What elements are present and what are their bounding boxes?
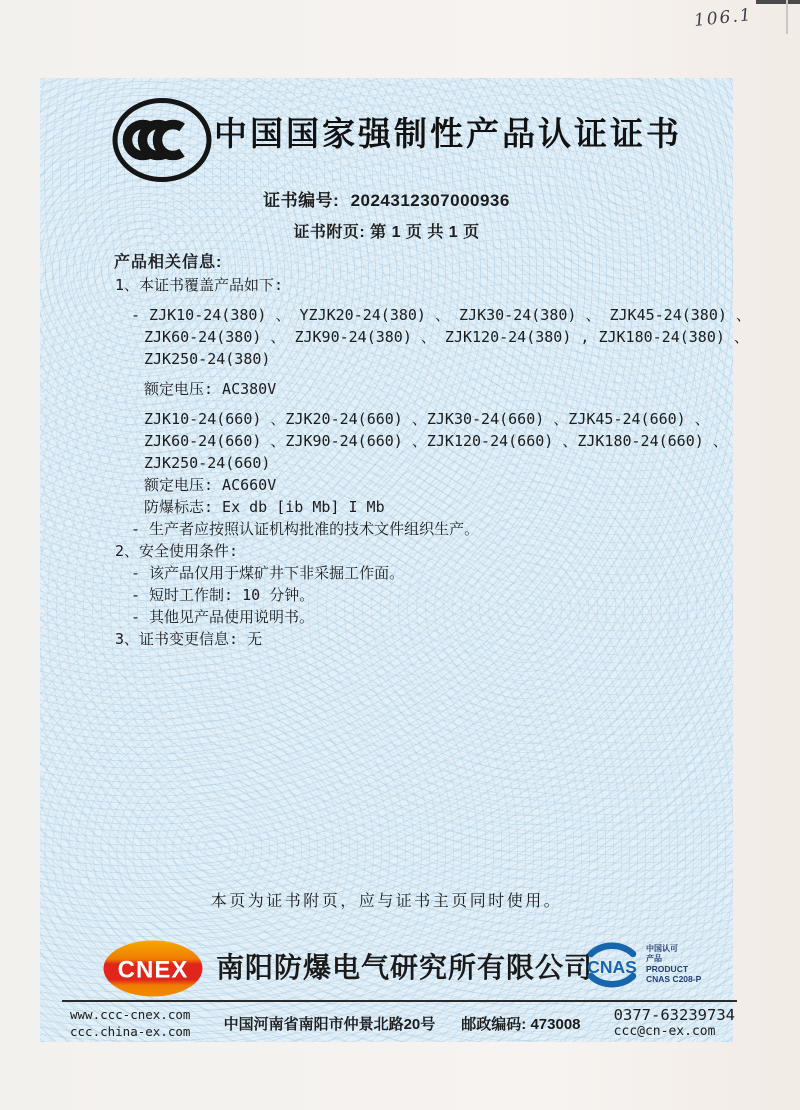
handwritten-note: 106.1 <box>693 4 754 32</box>
cnas-side-line: 中国认可 <box>646 944 678 953</box>
website-list <box>62 1006 190 1040</box>
attachment-page-label: 证书附页: <box>293 224 366 241</box>
certificate-number-value: 2024312307000936 <box>350 191 510 210</box>
company-address: 中国河南省南阳市仲景北路20号 <box>223 1015 436 1033</box>
info-line: 3、证书变更信息: 无 <box>115 630 263 648</box>
info-line: - 该产品仅用于煤矿井下非采掘工作面。 <box>131 564 405 582</box>
cnas-side-line: PRODUCT <box>646 964 689 974</box>
email-address: ccc@cn-ex.com <box>613 1024 716 1039</box>
certificate-number-label: 证书编号: <box>263 191 340 210</box>
info-line: - 其他见产品使用说明书。 <box>131 608 315 626</box>
footer-notice: 本页为证书附页，应与证书主页同时使用。 <box>210 891 563 910</box>
info-line: - 短时工作制: 10 分钟。 <box>131 586 315 604</box>
info-line: 防爆标志: Ex db [ib Mb] I Mb <box>144 498 385 516</box>
cnas-logo-icon <box>581 936 643 994</box>
info-line: ZJK250-24(380) <box>144 350 271 368</box>
section-title: 产品相关信息: <box>114 254 223 271</box>
website-url: www.ccc-cnex.com <box>70 1007 191 1022</box>
info-line: ZJK60-24(660) 、ZJK90-24(660) 、ZJK120-24(660) 、ZJK180-24(660) 、 <box>144 432 728 450</box>
info-line: - 生产者应按照认证机构批准的技术文件组织生产。 <box>131 520 480 538</box>
company-name: 南阳防爆电气研究所有限公司 <box>216 952 594 983</box>
certificate-number-line <box>40 186 733 211</box>
cnas-side-text <box>646 936 701 984</box>
scan-edge-line <box>786 0 788 34</box>
info-line: ZJK60-24(380) 、 ZJK90-24(380) 、 ZJK120-24(380) , ZJK180-24(380) 、 <box>144 328 749 346</box>
info-line: 额定电压: AC660V <box>144 476 277 494</box>
footer-divider <box>62 1000 737 1002</box>
info-line: 2、安全使用条件: <box>115 542 239 560</box>
phone-email-block <box>614 1006 737 1040</box>
certificate-title: 中国国家强制性产品认证证书 <box>214 115 682 152</box>
certificate-panel <box>40 78 751 1042</box>
info-line: 额定电压: AC380V <box>144 380 277 398</box>
contact-row <box>62 1005 737 1041</box>
info-line: - ZJK10-24(380) 、 YZJK20-24(380) 、 ZJK30-24(380) 、 ZJK45-24(380) 、 <box>131 306 751 324</box>
cnex-logo-text: CNEX <box>117 956 189 984</box>
cnas-side-line: CNAS C208-P <box>646 974 702 984</box>
phone-number: 0377-63239734 <box>613 1006 735 1024</box>
cnas-logo <box>581 936 701 994</box>
product-info-lines <box>115 274 751 650</box>
info-line: 1、本证书覆盖产品如下: <box>115 276 284 294</box>
website-url: ccc.china-ex.com <box>70 1024 191 1039</box>
postal-code: 邮政编码: 473008 <box>461 1015 581 1033</box>
cnas-side-line: 产品 <box>646 954 662 963</box>
ccc-logo-icon <box>110 96 214 189</box>
scan-edge-artifact <box>756 0 800 4</box>
attachment-page-line <box>40 219 733 242</box>
cnex-logo-icon <box>103 940 203 1002</box>
info-line: ZJK250-24(660) <box>144 454 271 472</box>
address-block <box>224 1013 581 1034</box>
info-line: ZJK10-24(660) 、ZJK20-24(660) 、ZJK30-24(660) 、ZJK45-24(660) 、 <box>144 410 710 428</box>
cnas-logo-text: CNAS <box>587 957 637 977</box>
attachment-page-value: 第 1 页 共 1 页 <box>370 224 480 241</box>
